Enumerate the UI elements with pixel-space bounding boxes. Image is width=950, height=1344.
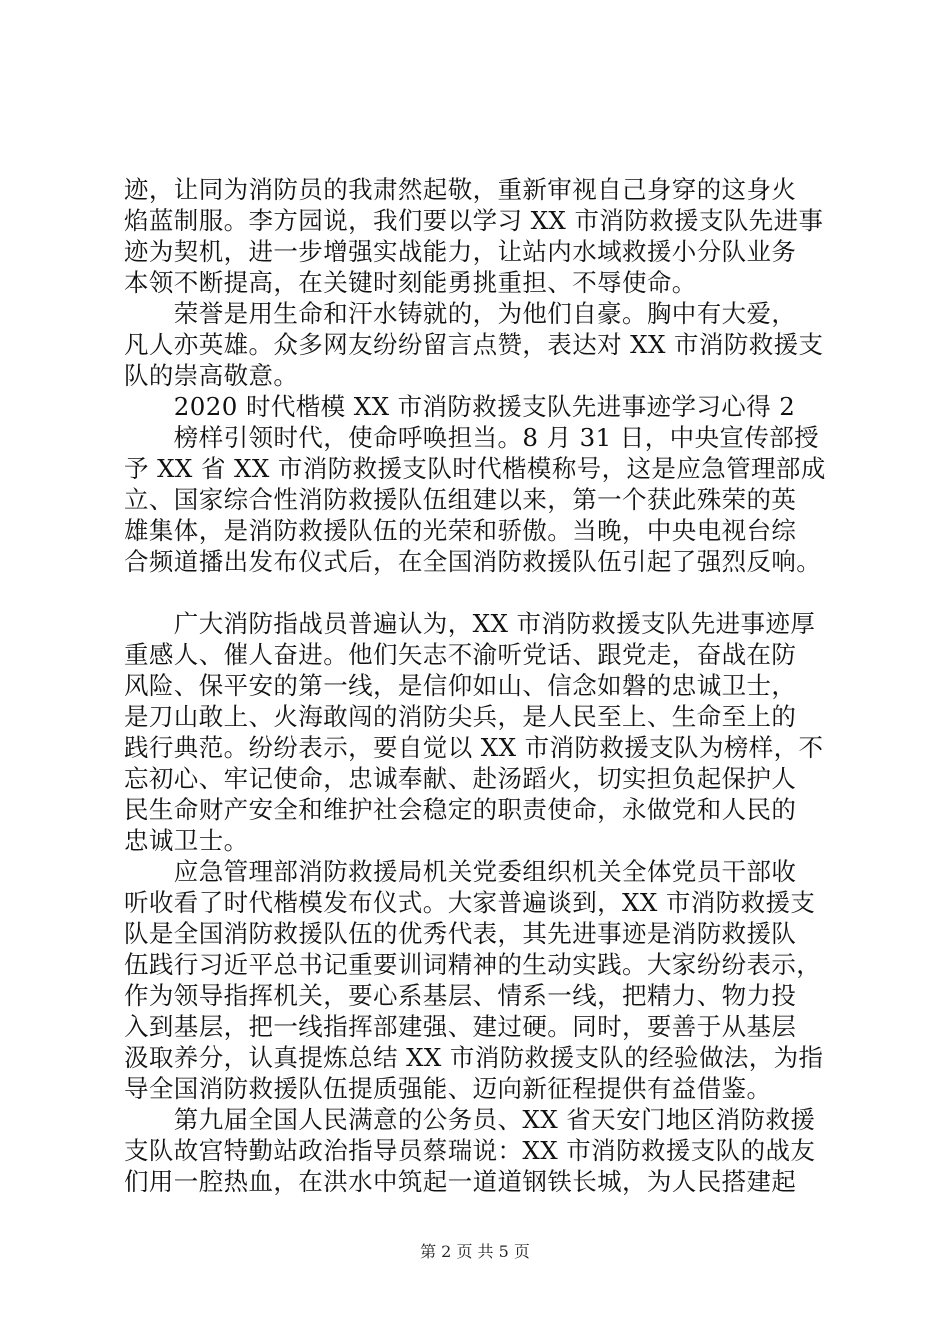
- section-heading: 2020 时代楷模 XX 市消防救援支队先进事迹学习心得 2: [124, 392, 796, 421]
- text-line: 立、国家综合性消防救援队伍组建以来，第一个获此殊荣的英: [124, 485, 797, 514]
- text-line: 风险、保平安的第一线，是信仰如山、信念如磐的忠诚卫士，: [124, 671, 797, 700]
- text-line: 作为领导指挥机关，要心系基层、情系一线，把精力、物力投: [124, 981, 797, 1010]
- text-line: 合频道播出发布仪式后，在全国消防救援队伍引起了强烈反响。: [124, 547, 822, 576]
- text-line: 迹，让同为消防员的我肃然起敬，重新审视自己身穿的这身火: [124, 175, 797, 204]
- text-line: 迹为契机，进一步增强实战能力，让站内水域救援小分队业务: [124, 237, 797, 266]
- text-line: 汲取养分，认真提炼总结 XX 市消防救援支队的经验做法，为指: [124, 1043, 824, 1072]
- text-line: 忘初心、牢记使命，忠诚奉献、赴汤蹈火，切实担负起保护人: [124, 764, 797, 793]
- text-line: 重感人、催人奋进。他们矢志不渝听党话、跟党走，奋战在防: [124, 640, 797, 669]
- text-line: 们用一腔热血，在洪水中筑起一道道钢铁长城，为人民搭建起: [124, 1167, 797, 1196]
- text-line: 榜样引领时代，使命呼唤担当。8 月 31 日，中央宣传部授: [124, 423, 820, 452]
- text-line: 践行典范。纷纷表示，要自觉以 XX 市消防救援支队为榜样，不: [124, 733, 824, 762]
- page-footer: 第 2 页 共 5 页: [420, 1242, 530, 1261]
- text-line: 队的崇高敬意。: [124, 361, 299, 390]
- text-line: 入到基层，把一线指挥部建强、建过硬。同时，要善于从基层: [124, 1012, 797, 1041]
- text-line: 广大消防指战员普遍认为，XX 市消防救援支队先进事迹厚: [124, 609, 816, 638]
- text-line: 凡人亦英雄。众多网友纷纷留言点赞，表达对 XX 市消防救援支: [124, 330, 824, 359]
- text-line: 忠诚卫士。: [124, 826, 249, 855]
- text-line: 导全国消防救援队伍提质强能、迈向新征程提供有益借鉴。: [124, 1074, 772, 1103]
- text-line: 焰蓝制服。李方园说，我们要以学习 XX 市消防救援支队先进事: [124, 206, 824, 235]
- text-line: 荣誉是用生命和汗水铸就的，为他们自豪。胸中有大爱，: [124, 299, 797, 328]
- text-line: 第九届全国人民满意的公务员、XX 省天安门地区消防救援: [124, 1105, 816, 1134]
- text-line: 雄集体，是消防救援队伍的光荣和骄傲。当晚，中央电视台综: [124, 516, 797, 545]
- text-line: 应急管理部消防救援局机关党委组织机关全体党员干部收: [124, 857, 797, 886]
- text-line: 予 XX 省 XX 市消防救援支队时代楷模称号，这是应急管理部成: [124, 454, 826, 483]
- text-line: 民生命财产安全和维护社会稳定的职责使命，永做党和人民的: [124, 795, 797, 824]
- text-line: 听收看了时代楷模发布仪式。大家普遍谈到，XX 市消防救援支: [124, 888, 816, 917]
- text-line: 本领不断提高，在关键时刻能勇挑重担、不辱使命。: [124, 268, 697, 297]
- text-line: 队是全国消防救援队伍的优秀代表，其先进事迹是消防救援队: [124, 919, 797, 948]
- text-line: 支队故宫特勤站政治指导员蔡瑞说：XX 市消防救援支队的战友: [124, 1136, 816, 1165]
- text-line: 是刀山敢上、火海敢闯的消防尖兵，是人民至上、生命至上的: [124, 702, 797, 731]
- text-line: 伍践行习近平总书记重要训词精神的生动实践。大家纷纷表示，: [124, 950, 822, 979]
